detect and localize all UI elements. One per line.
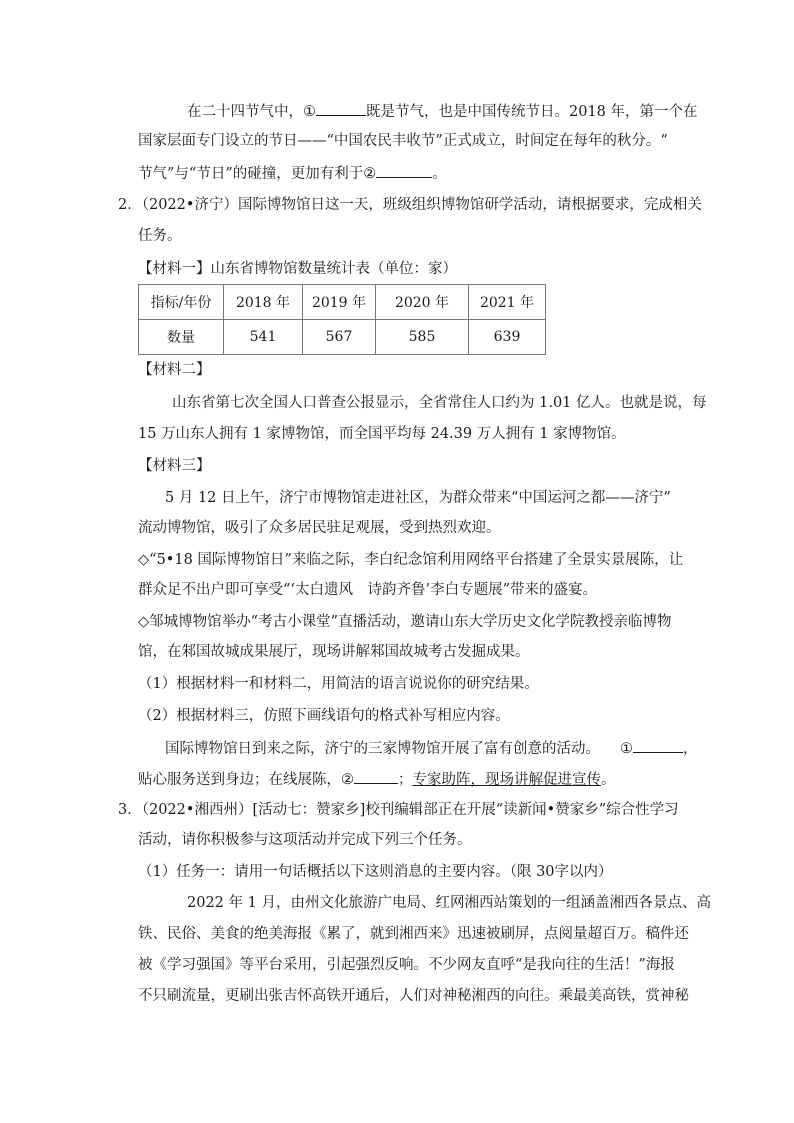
blank-marker-2: ② [363, 166, 377, 182]
question-text: （2022•湘西州）[活动七：赞家乡]校刊编辑部正在开展“读新闻•赞家乡”综合性学习 [141, 802, 679, 818]
table-cell: 2020 年 [376, 285, 469, 320]
intro-line-3 [138, 162, 447, 184]
material-3-line-4: 群众足不出户即可享受“‘太白遗风 诗韵齐鲁’李白专题展”带来的盛宴。 [138, 582, 598, 598]
fill-line-2: 贴心服务送到身边；在线展陈，② ；专家助阵，现场讲解促进宣传。 [138, 768, 616, 790]
question-number: 3． [118, 802, 142, 818]
table-header-row [139, 285, 546, 320]
question-text: 任务。 [138, 228, 182, 244]
material-1-title: 【材料一】山东省博物馆数量统计表（单位：家） [138, 261, 457, 277]
table-cell: 2018 年 [224, 285, 303, 320]
material-3-line-3: ◇“5•18 国际博物馆日”来临之际，李白纪念馆利用网络平台搭建了全景实景展陈，让 [138, 552, 684, 568]
intro-text: 。 [432, 166, 447, 182]
news-line-1: 2022 年 1 月，由州文化旅游广电局、红网湘西站策划的一组涵盖湘西各景点、高 [187, 895, 711, 911]
question-text: 活动，请你积极参与这项活动并完成下列三个任务。 [138, 832, 472, 848]
table-cell: 541 [224, 320, 303, 355]
material-3-line-1: 5 月 12 日上午，济宁市博物馆走进社区，为群众带来“中国运河之都——济宁” [165, 490, 671, 506]
question-text: （2022•济宁）国际博物馆日这一天，班级组织博物馆研学活动，请根据要求，完成相关 [141, 197, 702, 213]
table-cell: 2019 年 [303, 285, 376, 320]
intro-line-2 [138, 131, 668, 151]
intro-text: 在二十四节气中， [187, 104, 303, 120]
table-cell: 567 [303, 320, 376, 355]
fill-blank-2[interactable] [376, 162, 432, 178]
table-cell: 指标/年份 [139, 285, 224, 320]
table-cell: 2021 年 [469, 285, 546, 320]
task-1: （1）任务一：请用一句话概括以下这则消息的主要内容。（限 30字以内） [138, 864, 613, 880]
table-cell: 数量 [139, 320, 224, 355]
question-2-line-2 [138, 226, 182, 246]
sub-question-1: （1）根据材料一和材料二，用简洁的语言说说你的研究结果。 [138, 676, 539, 692]
news-line-3: 被《学习强国》等平台采用，引起强烈反响。不少网友直呼“是我向往的生活！”海报 [138, 957, 675, 973]
intro-text: 国家层面专门设立的节日——“中国农民丰收节”正式成立，时间定在每年的秋分。“ [138, 133, 668, 149]
material-2-line-1: 山东省第七次全国人口普查公报显示，全省常住人口约为 1.01 亿人。也就是说，每 [172, 395, 707, 411]
intro-text: 既是节气，也是中国传统节日。2018 年，第一个在 [366, 104, 698, 120]
table-cell: 639 [469, 320, 546, 355]
material-3-line-2: 流动博物馆，吸引了众多居民驻足观展，受到热烈欢迎。 [138, 520, 501, 536]
material-3-title: 【材料三】 [138, 458, 211, 474]
intro-line-1 [187, 100, 698, 122]
news-line-2: 铁、民俗、美食的绝美海报《累了，就到湘西来》迅速被刷屏，点阅量超百万。稿件还 [138, 926, 689, 942]
intro-text: 节气”与“节日”的碰撞，更加有利于 [138, 166, 364, 182]
sub-question-2: （2）根据材料三，仿照下画线语句的格式补写相应内容。 [138, 708, 510, 724]
fill-blank-1[interactable] [316, 100, 366, 116]
question-3-line-1 [118, 800, 679, 820]
fill-line-1: 国际博物馆日到来之际，济宁的三家博物馆开展了富有创意的活动。 ① ， [165, 737, 698, 759]
question-number: 2． [118, 197, 142, 213]
table-cell: 585 [376, 320, 469, 355]
fill-blank-2[interactable] [354, 768, 398, 784]
fill-blank-1[interactable] [633, 737, 683, 753]
table-row [139, 320, 546, 355]
question-2-line-1 [118, 195, 702, 215]
material-3-line-6: 馆，在邾国故城成果展厅，现场讲解邾国故城考古发掘成果。 [138, 644, 530, 660]
material-2-line-2: 15 万山东人拥有 1 家博物馆，而全国平均每 24.39 万人拥有 1 家博物馆。 [138, 426, 626, 442]
blank-marker-2: ② [341, 772, 354, 788]
question-3-line-2 [138, 830, 472, 850]
material-3-line-5: ◇邹城博物馆举办“考古小课堂”直播活动，邀请山东大学历史文化学院教授亲临博物 [138, 614, 672, 630]
news-line-4: 不只刷流量，更刷出张吉怀高铁开通后，人们对神秘湘西的向往。乘最美高铁，赏神秘 [138, 988, 689, 1004]
blank-marker-1: ① [620, 741, 633, 757]
material-2-title: 【材料二】 [138, 362, 211, 378]
blank-marker-1: ① [303, 104, 316, 120]
museum-stats-table [138, 284, 546, 355]
underlined-example: 专家助阵，现场讲解促进宣传 [412, 772, 601, 788]
